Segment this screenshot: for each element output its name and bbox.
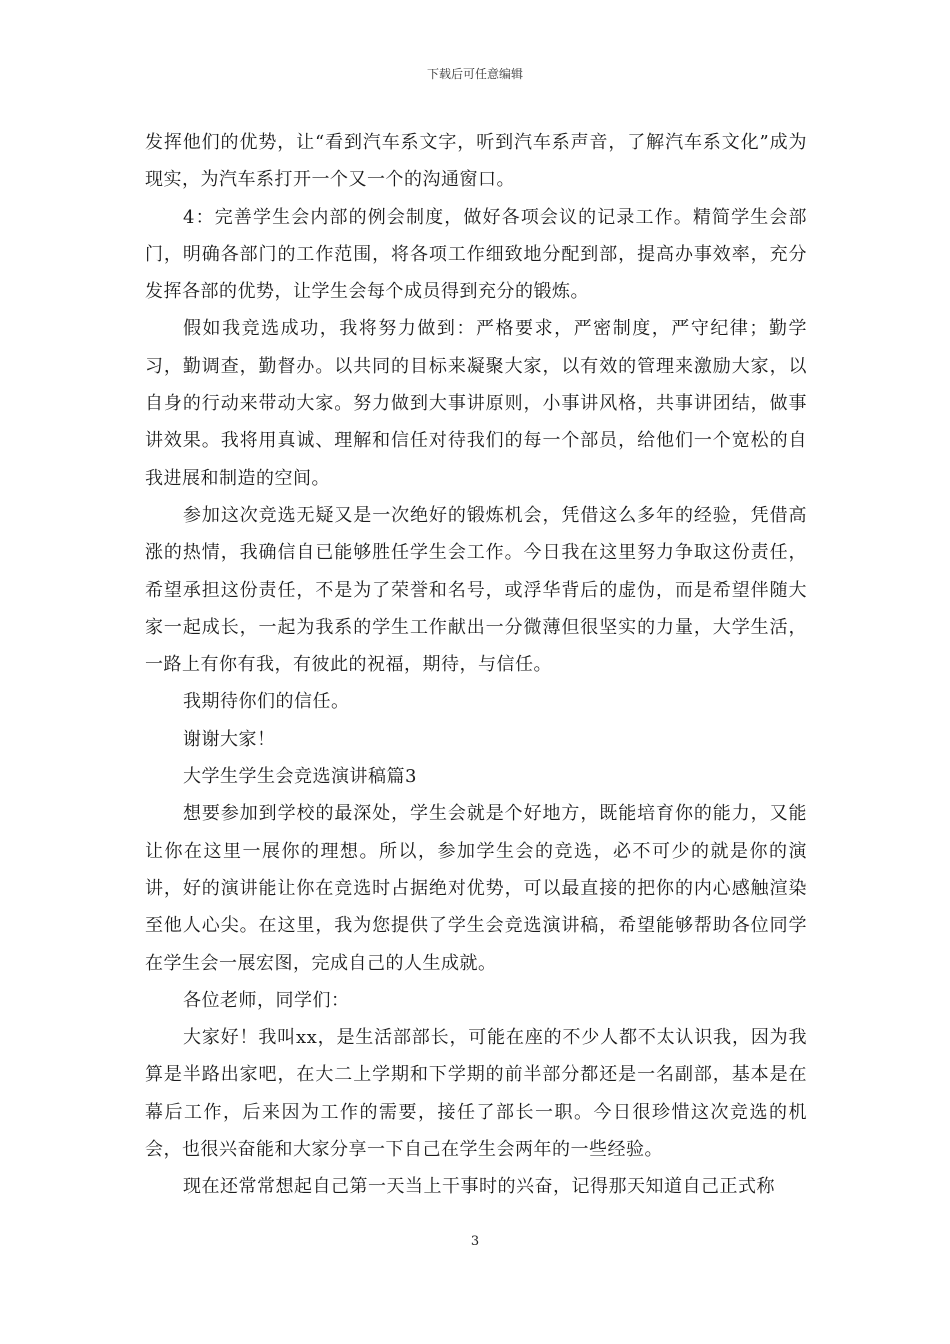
paragraph-6: 谢谢大家！	[183, 728, 276, 750]
paragraph-8: 想要参加到学校的最深处，学生会就是个好地方，既能培育你的能力，又能让你在这里一展你的理想。所以，参加学生会的竞选，必不可少的就是你的演讲，好的演讲能让你在竞选时占据绝对优势，可以最直接的把你的内心感触渲染至他人心尖。在这里，我为您提供了学生会竞选演讲稿，希望能够帮助各位同学在学生会一展宏图，完成自己的人生成就。	[145, 803, 807, 974]
document-body	[145, 124, 807, 1206]
paragraph-2: 4：完善学生会内部的例会制度，做好各项会议的记录工作。精简学生会部门，明确各部门的工作范围，将各项工作细致地分配到部，提高办事效率，充分发挥各部的优势，让学生会每个成员得到充分的锻炼。	[145, 206, 807, 303]
page-header: 下载后可任意编辑	[426, 67, 523, 81]
paragraph-10: 大家好！我叫xx，是生活部部长，可能在座的不少人都不太认识我，因为我算是半路出家吧，在大二上学期和下学期的前半部分都还是一名副部，基本是在幕后工作，后来因为工作的需要，接任了部长一职。今日很珍惜这次竞选的机会，也很兴奋能和大家分享一下自己在学生会两年的一些经验。	[145, 1027, 807, 1161]
paragraph-3: 假如我竞选成功，我将努力做到：严格要求，严密制度，严守纪律；勤学习，勤调查，勤督办。以共同的目标来凝聚大家，以有效的管理来激励大家，以自身的行动来带动大家。努力做到大事讲原则，小事讲风格，共事讲团结，做事讲效果。我将用真诚、理解和信任对待我们的每一个部员，给他们一个宽松的自我进展和制造的空间。	[145, 318, 807, 489]
paragraph-9: 各位老师，同学们：	[183, 989, 350, 1011]
paragraph-1: 发挥他们的优势，让“看到汽车系文字，听到汽车系声音，了解汽车系文化”成为现实，为汽车系打开一个又一个的沟通窗口。	[145, 132, 807, 191]
paragraph-4: 参加这次竞选无疑又是一次绝好的锻炼机会，凭借这么多年的经验，凭借高涨的热情，我确信自已能够胜任学生会工作。今日我在这里努力争取这份责任，希望承担这份责任，不是为了荣誉和名号，或浮华背后的虚伪，而是希望伴随大家一起成长，一起为我系的学生工作献出一分微薄但很坚实的力量，大学生活，一路上有你有我，有彼此的祝福，期待，与信任。	[145, 504, 807, 676]
paragraph-11: 现在还常常想起自己第一天当上干事时的兴奋，记得那天知道自己正式称	[183, 1176, 775, 1198]
section-heading: 大学生学生会竞选演讲稿篇3	[183, 766, 417, 788]
paragraph-5: 我期待你们的信任。	[183, 691, 350, 713]
page-number: 3	[470, 1234, 480, 1249]
